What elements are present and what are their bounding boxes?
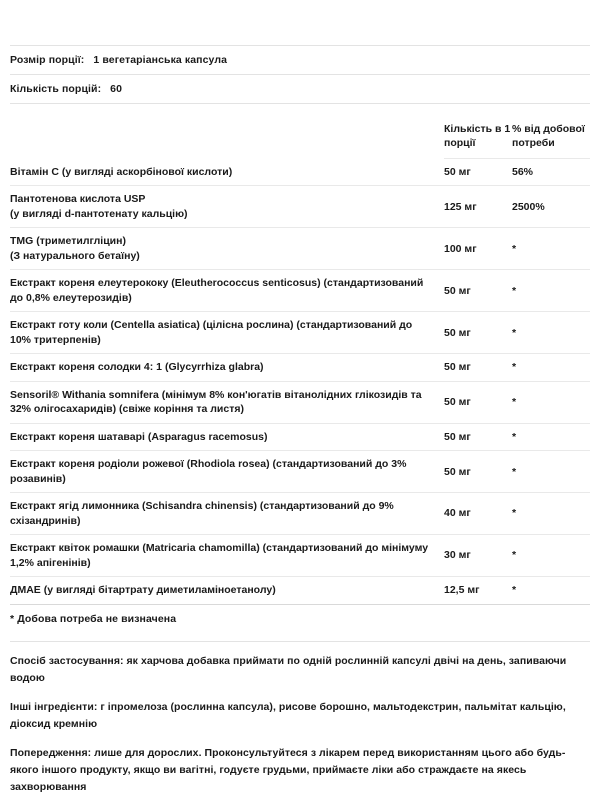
nutrient-daily-value: * xyxy=(512,381,590,423)
nutrient-name: Екстракт квіток ромашки (Matricaria chamomilla) (стандартизований до мінімуму 1,2% апігенінів) xyxy=(10,535,444,577)
nutrient-daily-value: * xyxy=(512,577,590,604)
table-row xyxy=(10,354,590,381)
nutrient-daily-value: * xyxy=(512,493,590,535)
nutrient-name: Екстракт кореня елеутерококу (Eleutherococcus senticosus) (стандартизований до 0,8% елеутерозидів) xyxy=(10,270,444,312)
nutrient-name: Екстракт кореня солодки 4: 1 (Glycyrrhiza glabra) xyxy=(10,354,444,381)
table-row xyxy=(10,577,590,604)
nutrient-name: Екстракт ягід лимонника (Schisandra chinensis) (стандартизований до 9% схізандринів) xyxy=(10,493,444,535)
nutrient-name: Екстракт кореня шатаварі (Asparagus racemosus) xyxy=(10,423,444,450)
nutrient-daily-value: * xyxy=(512,354,590,381)
nutrient-name: Пантотенова кислота USP (у вигляді d-пантотенату кальцію) xyxy=(10,186,444,228)
column-header-amount: Кількість в 1 порції xyxy=(444,118,512,158)
table-row xyxy=(10,228,590,270)
nutrient-amount: 125 мг xyxy=(444,186,512,228)
other-ingredients-text: Інші інгредієнти: г іпромелоза (рослинна капсула), рисове борошно, мальтодекстрин, пальмітат кальцію, діоксид кремнію xyxy=(10,700,566,730)
serving-size-value: 1 вегетаріанська капсула xyxy=(93,54,228,66)
servings-per-container-row xyxy=(10,75,590,104)
nutrient-daily-value: * xyxy=(512,270,590,312)
nutrient-daily-value: * xyxy=(512,535,590,577)
nutrient-name: TMG (триметилгліцин) (З натурального бетаїну) xyxy=(10,228,444,270)
serving-size-row xyxy=(10,46,590,75)
nutrient-amount: 40 мг xyxy=(444,493,512,535)
table-row xyxy=(10,423,590,450)
column-header-nutrient xyxy=(10,118,444,158)
serving-info-block xyxy=(10,45,590,104)
nutrient-amount: 50 мг xyxy=(444,158,512,185)
nutrient-daily-value: * xyxy=(512,312,590,354)
nutrient-amount: 100 мг xyxy=(444,228,512,270)
nutrient-amount: 50 мг xyxy=(444,451,512,493)
nutrient-name: Вітамін C (у вигляді аскорбінової кислоти) xyxy=(10,158,444,185)
warning-text: Попередження: лише для дорослих. Проконсультуйтеся з лікарем перед використанням цього або будь-якого іншого продукту, якщо ви вагітні, годуєте грудьми, приймаєте ліки або страждаєте на якесь захворювання xyxy=(10,746,566,793)
nutrient-name: Екстракт кореня родіоли рожевої (Rhodiola rosea) (стандартизований до 3% розавинів) xyxy=(10,451,444,493)
table-row xyxy=(10,381,590,423)
nutrient-daily-value: * xyxy=(512,451,590,493)
table-row xyxy=(10,270,590,312)
nutrient-amount: 50 мг xyxy=(444,312,512,354)
supplement-facts-table xyxy=(10,118,590,605)
nutrient-name: ДМАЕ (у вигляді бітартрату диметиламіноетанолу) xyxy=(10,577,444,604)
table-row xyxy=(10,312,590,354)
nutrient-name: Екстракт готу коли (Centella asiatica) (цілісна рослина) (стандартизований до 10% тритерпенів) xyxy=(10,312,444,354)
nutrient-daily-value: * xyxy=(512,228,590,270)
table-body xyxy=(10,158,590,604)
table-row xyxy=(10,451,590,493)
table-row xyxy=(10,493,590,535)
nutrient-daily-value: 2500% xyxy=(512,186,590,228)
table-header-row xyxy=(10,118,590,158)
table-row xyxy=(10,158,590,185)
directions-text: Спосіб застосування: як харчова добавка приймати по одній рослинній капсулі двічі на день, запиваючи водою xyxy=(10,654,567,684)
table-header xyxy=(10,118,590,158)
daily-value-footnote: * Добова потреба не визначена xyxy=(10,612,177,625)
nutrient-amount: 50 мг xyxy=(444,354,512,381)
nutrient-amount: 50 мг xyxy=(444,270,512,312)
serving-size-label: Розмір порції: xyxy=(10,54,85,66)
nutrient-amount: 30 мг xyxy=(444,535,512,577)
nutrient-daily-value: * xyxy=(512,423,590,450)
table-row xyxy=(10,186,590,228)
notes-section xyxy=(10,641,590,796)
supplement-facts-panel xyxy=(0,45,600,793)
nutrient-daily-value: 56% xyxy=(512,158,590,185)
nutrient-amount: 50 мг xyxy=(444,381,512,423)
servings-per-container-label: Кількість порцій: xyxy=(10,83,102,95)
servings-per-container-value: 60 xyxy=(110,83,123,95)
nutrient-amount: 50 мг xyxy=(444,423,512,450)
table-row xyxy=(10,535,590,577)
column-header-daily-value: % від добової потреби xyxy=(512,118,590,158)
nutrient-name: Sensoril® Withania somnifera (мінімум 8% кон'югатів вітанолідних глікозидів та 32% олігосахаридів) (свіже коріння та листя) xyxy=(10,381,444,423)
nutrient-amount: 12,5 мг xyxy=(444,577,512,604)
